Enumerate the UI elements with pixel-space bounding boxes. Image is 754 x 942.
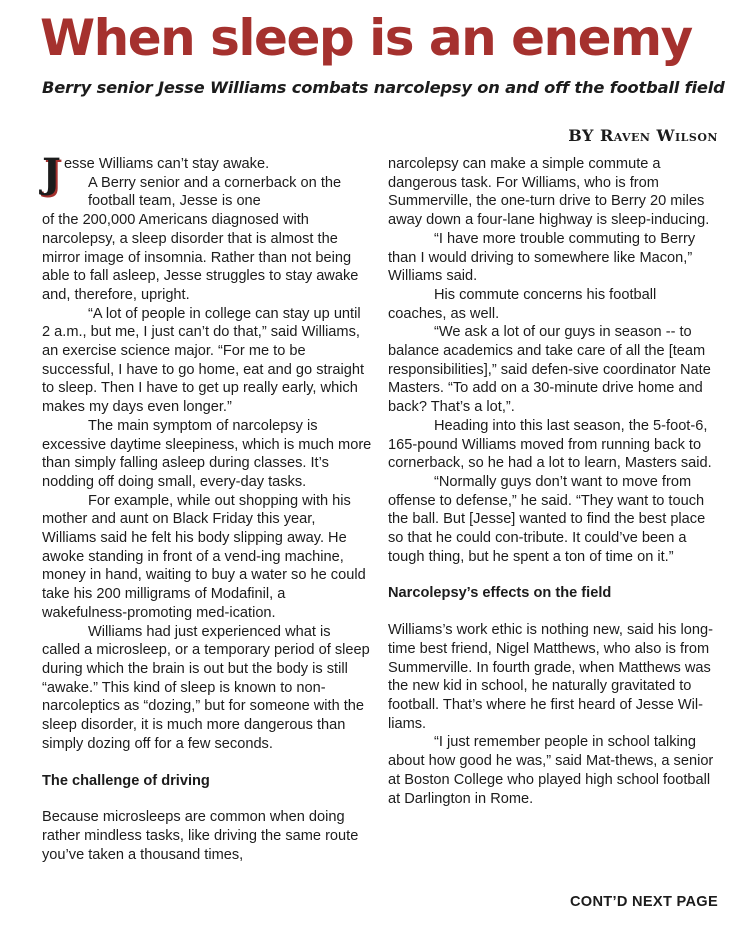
paragraph: A Berry senior and a cornerback on the football team, Jesse is one [88, 174, 342, 210]
paragraph: His commute concerns his football coaches, as well. [388, 286, 657, 322]
right-column [388, 155, 718, 808]
subhead: Berry senior Jesse Williams combats narcolepsy on and off the football field [42, 78, 725, 97]
paragraph: of the 200,000 Americans diagnosed with narcolepsy, a sleep disorder that is almost the mirror image of insomnia. Rather than not being able to fall asleep, Jesse struggles to stay awake and, therefore, upright. [42, 212, 359, 303]
drop-cap: J [42, 150, 61, 197]
paragraph: “We ask a lot of our guys in season -- to balance academics and take care of all the [team responsibilities],” said defen-sive coordinator Nate Masters. “To add on a 30-minute drive home and back? That’s a lot,”. [388, 324, 711, 416]
paragraph: For example, while out shopping with his mother and aunt on Black Friday this year, Williams said he felt his body slipping away. He awoke standing in front of a vend-ing machine, money in hand, waiting to buy a water so he could take his 200 milligrams of Modafinil, a wakefulness-promoting med-ication. [42, 492, 366, 621]
paragraph: Heading into this last season, the 5-foot-6, 165-pound Williams moved from running back to cornerback, so he had a lot to learn, Masters said. [388, 417, 712, 472]
byline-prefix: BY [568, 126, 594, 145]
headline: When sleep is an enemy [40, 9, 692, 67]
section-heading: The challenge of driving [42, 772, 210, 789]
paragraph: Williams’s work ethic is nothing new, said his long-time best friend, Nigel Matthews, who also is from Summerville. In fourth grade, when Matthews was the new kid in school, he naturally gravitated to football. That’s where he first heard of Jesse Wil-liams. [388, 622, 713, 732]
paragraph: “I have more trouble commuting to Berry than I would driving to somewhere like Macon,” Williams said. [388, 230, 696, 285]
byline-name: Raven Wilson [599, 126, 718, 145]
paragraph: The main symptom of narcolepsy is excessive daytime sleepiness, which is much more than simply falling asleep during classes. It’s nodding off doing small, every-day tasks. [42, 417, 372, 490]
paragraph: “Normally guys don’t want to move from offense to defense,” he said. “They want to touch the ball. But [Jesse] wanted to find the best place so that he could con-tribute. It could’ve been a tough thing, but he spent a ton of time on it.” [388, 473, 706, 565]
paragraph: “A lot of people in college can stay up until 2 a.m., but me, I just can’t do that,” said Williams, an exercise science major. “For me to be successful, I have to go home, eat and go straight to sleep. Then I have to get up really early, which makes my days even longer.” [42, 305, 365, 416]
paragraph: narcolepsy can make a simple commute a dangerous task. For Williams, who is from Summerville, the one-turn drive to Berry 20 miles away down a four-lane highway is sleep-inducing. [388, 156, 710, 229]
left-column [42, 150, 372, 864]
paragraph: esse Williams can’t stay awake. [63, 156, 270, 172]
section-heading: Narcolepsy’s effects on the field [388, 585, 612, 602]
paragraph: Williams had just experienced what is called a microsleep, or a temporary period of sleep during which the brain is out but the body is still “awake.” This kind of sleep is known to non-narcoleptics as “dozing,” but for someone with the sleep disorder, it is much more dangerous than simply dozing off for a few seconds. [42, 623, 370, 752]
paragraph: “I just remember people in school talking about how good he was,” said Mat-thews, a senior at Boston College who played high school football at Darlington in Rome. [388, 734, 714, 807]
byline [568, 126, 718, 145]
paragraph: Because microsleeps are common when doing rather mindless tasks, like driving the same route you’ve taken a thousand times, [42, 809, 359, 863]
continued-label: CONT’D NEXT PAGE [569, 894, 718, 910]
